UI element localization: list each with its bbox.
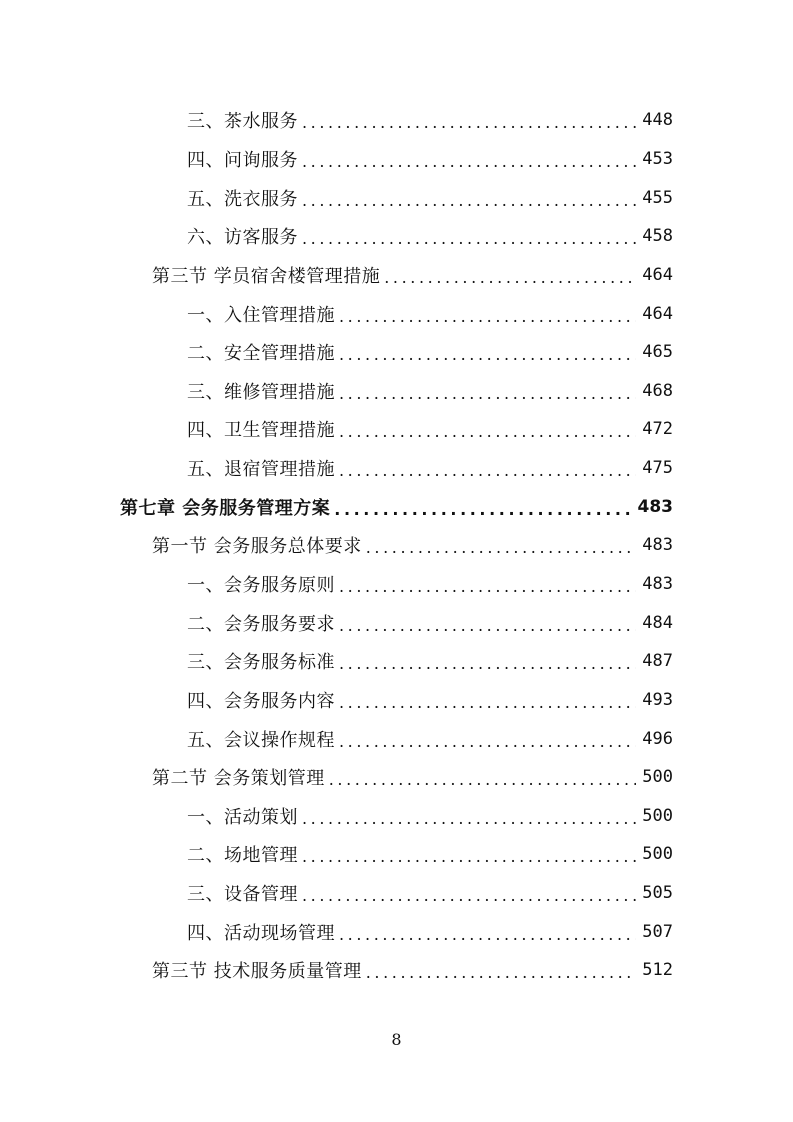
toc-entry-page: 468 bbox=[642, 380, 673, 401]
toc-item-entry bbox=[0, 797, 793, 836]
toc-entry-title: 三、茶水服务 bbox=[187, 111, 298, 133]
toc-dot-leader bbox=[302, 187, 636, 209]
toc-entry-title: 第三节 学员宿舍楼管理措施 bbox=[152, 265, 381, 287]
page-number: 8 bbox=[391, 1030, 402, 1049]
toc-dot-leader bbox=[339, 573, 636, 595]
toc-dot-leader bbox=[366, 959, 637, 981]
toc-item-entry bbox=[0, 565, 793, 604]
toc-item-entry bbox=[0, 449, 793, 488]
toc-entry-title: 一、入住管理措施 bbox=[187, 304, 335, 326]
toc-dot-leader bbox=[302, 843, 636, 865]
toc-entry-page: 500 bbox=[642, 844, 673, 865]
toc-entry-title: 四、问询服务 bbox=[187, 149, 298, 171]
toc-dot-leader bbox=[302, 148, 636, 170]
toc-entry-page: 455 bbox=[642, 187, 673, 208]
toc-item-entry bbox=[0, 217, 793, 256]
toc-entry-page: 496 bbox=[642, 728, 673, 749]
toc-chapter-entry bbox=[0, 487, 793, 526]
toc-entry-title: 五、洗衣服务 bbox=[187, 188, 298, 210]
toc-dot-leader bbox=[339, 380, 636, 402]
toc-dot-leader bbox=[339, 728, 636, 750]
toc-entry-title: 五、会议操作规程 bbox=[187, 729, 335, 751]
toc-dot-leader bbox=[302, 109, 636, 131]
toc-entry-page: 448 bbox=[642, 110, 673, 131]
toc-dot-leader bbox=[339, 457, 636, 479]
toc-entry-title: 二、会务服务要求 bbox=[187, 613, 335, 635]
toc-entry-page: 483 bbox=[637, 496, 673, 517]
toc-item-entry bbox=[0, 874, 793, 913]
toc-section-entry bbox=[0, 256, 793, 295]
toc-entry-page: 493 bbox=[642, 689, 673, 710]
toc-dot-leader bbox=[339, 418, 636, 440]
toc-entry-page: 464 bbox=[642, 264, 673, 285]
toc-dot-leader bbox=[366, 534, 637, 556]
toc-entry-title: 第一节 会务服务总体要求 bbox=[152, 536, 362, 558]
toc-entry-page: 475 bbox=[642, 458, 673, 479]
toc-entry-page: 500 bbox=[642, 767, 673, 788]
toc-item-entry bbox=[0, 642, 793, 681]
toc-entry-title: 二、安全管理措施 bbox=[187, 343, 335, 365]
toc-entry-page: 472 bbox=[642, 419, 673, 440]
toc-section-entry bbox=[0, 951, 793, 990]
toc-entry-page: 484 bbox=[642, 612, 673, 633]
toc-dot-leader bbox=[302, 805, 636, 827]
toc-dot-leader bbox=[329, 766, 637, 788]
toc-entry-title: 四、活动现场管理 bbox=[187, 922, 335, 944]
toc-item-entry bbox=[0, 333, 793, 372]
toc-entry-page: 512 bbox=[642, 960, 673, 981]
toc-item-entry bbox=[0, 101, 793, 140]
toc-section-entry bbox=[0, 758, 793, 797]
toc-dot-leader bbox=[339, 341, 636, 363]
toc-entry-page: 453 bbox=[642, 148, 673, 169]
toc-item-entry bbox=[0, 719, 793, 758]
toc-entry-page: 500 bbox=[642, 805, 673, 826]
toc-entry-title: 一、会务服务原则 bbox=[187, 575, 335, 596]
toc-entry-page: 464 bbox=[642, 303, 673, 324]
toc-dot-leader bbox=[339, 650, 636, 672]
toc-item-entry bbox=[0, 178, 793, 217]
toc-entry-title: 三、维修管理措施 bbox=[187, 381, 335, 403]
toc-item-entry bbox=[0, 140, 793, 179]
toc-entry-title: 一、活动策划 bbox=[187, 806, 298, 828]
toc-item-entry bbox=[0, 294, 793, 333]
toc-entry-page: 483 bbox=[642, 574, 673, 594]
toc-item-entry bbox=[0, 681, 793, 720]
toc-entry-title: 四、会务服务内容 bbox=[187, 690, 335, 712]
toc-entry-title: 四、卫生管理措施 bbox=[187, 420, 335, 442]
toc-entry-page: 458 bbox=[642, 226, 673, 247]
toc-item-entry bbox=[0, 912, 793, 951]
toc-item-entry bbox=[0, 835, 793, 874]
toc-entry-page: 505 bbox=[642, 883, 673, 904]
toc-item-entry bbox=[0, 371, 793, 410]
toc-dot-leader bbox=[339, 303, 636, 325]
toc-entry-title: 第七章 会务服务管理方案 bbox=[120, 497, 331, 519]
toc-entry-title: 五、退宿管理措施 bbox=[187, 459, 335, 481]
toc-dot-leader bbox=[302, 225, 636, 247]
toc-dot-leader bbox=[339, 612, 636, 634]
toc-dot-leader bbox=[339, 689, 636, 711]
table-of-contents bbox=[0, 101, 793, 990]
toc-entry-title: 第二节 会务策划管理 bbox=[152, 768, 325, 790]
toc-entry-title: 第三节 技术服务质量管理 bbox=[152, 961, 362, 983]
toc-entry-title: 三、会务服务标准 bbox=[187, 652, 335, 674]
toc-entry-page: 483 bbox=[642, 535, 673, 556]
toc-dot-leader bbox=[339, 921, 636, 943]
toc-entry-page: 507 bbox=[642, 921, 673, 942]
toc-entry-title: 三、设备管理 bbox=[187, 884, 298, 906]
toc-entry-page: 465 bbox=[642, 342, 673, 363]
toc-dot-leader bbox=[302, 882, 636, 904]
toc-item-entry bbox=[0, 410, 793, 449]
toc-dot-leader bbox=[384, 264, 636, 286]
toc-dot-leader bbox=[334, 496, 631, 518]
toc-entry-page: 487 bbox=[642, 651, 673, 672]
toc-section-entry bbox=[0, 526, 793, 565]
toc-entry-title: 六、访客服务 bbox=[187, 227, 298, 249]
toc-item-entry bbox=[0, 603, 793, 642]
toc-entry-title: 二、场地管理 bbox=[187, 845, 298, 867]
